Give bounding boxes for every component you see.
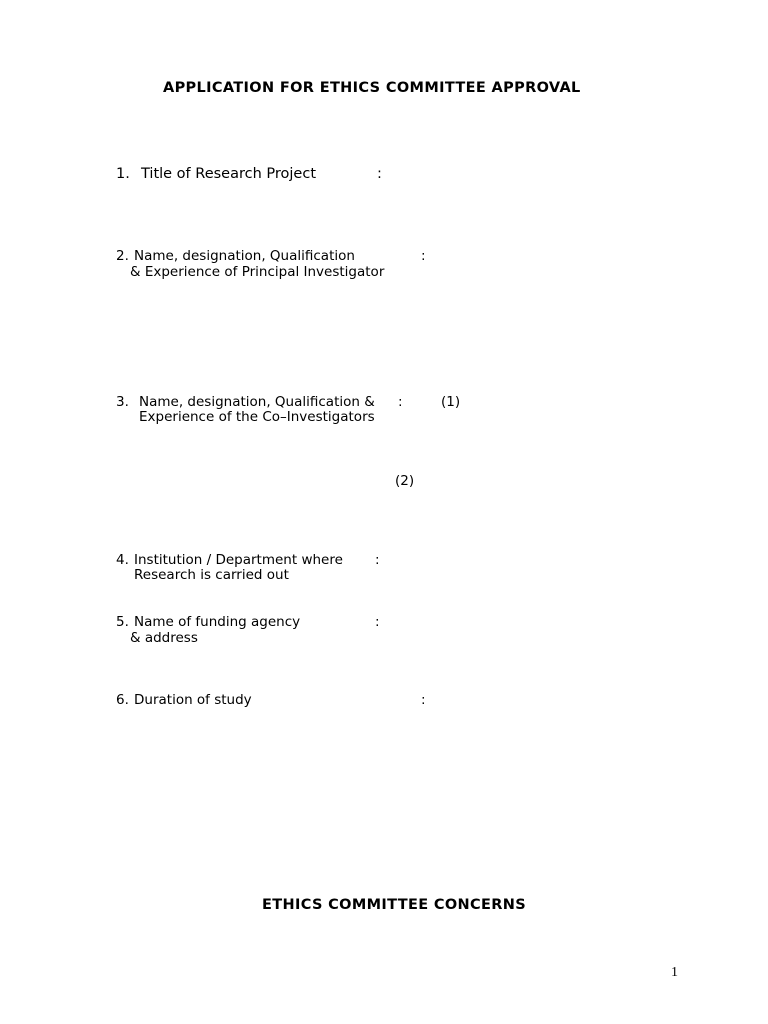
item-label-line-1: Duration of study — [134, 692, 252, 708]
item-label-line-2: & address — [130, 630, 198, 646]
document-title: APPLICATION FOR ETHICS COMMITTEE APPROVAL — [163, 80, 581, 96]
item-label-line-2: Research is carried out — [134, 567, 289, 583]
item-number: 6. — [116, 692, 129, 708]
co-investigator-entry-2: (2) — [395, 473, 415, 489]
item-separator: : — [421, 248, 426, 264]
item-label-line-1: Name, designation, Qualification — [134, 248, 355, 264]
item-label-line-2: Experience of the Co–Investigators — [139, 409, 375, 425]
item-label-line-1: Name, designation, Qualification & — [139, 394, 375, 410]
co-investigator-entry-1: (1) — [441, 394, 461, 410]
item-number: 5. — [116, 614, 129, 630]
page-number: 1 — [671, 965, 678, 980]
item-separator: : — [421, 692, 426, 708]
item-label-line-1: Institution / Department where — [134, 552, 343, 568]
item-label-line-2: & Experience of Principal Investigator — [130, 264, 385, 280]
item-number: 1. — [116, 166, 130, 182]
item-separator: : — [375, 552, 380, 568]
item-separator: : — [377, 166, 382, 182]
item-label-line-1: Title of Research Project — [141, 166, 316, 182]
item-number: 4. — [116, 552, 129, 568]
section-heading-ethics-concerns: ETHICS COMMITTEE CONCERNS — [262, 897, 527, 913]
item-number: 2. — [116, 248, 129, 264]
item-label-line-1: Name of funding agency — [134, 614, 301, 630]
item-number: 3. — [116, 394, 129, 410]
item-separator: : — [375, 614, 380, 630]
item-separator: : — [398, 394, 403, 410]
